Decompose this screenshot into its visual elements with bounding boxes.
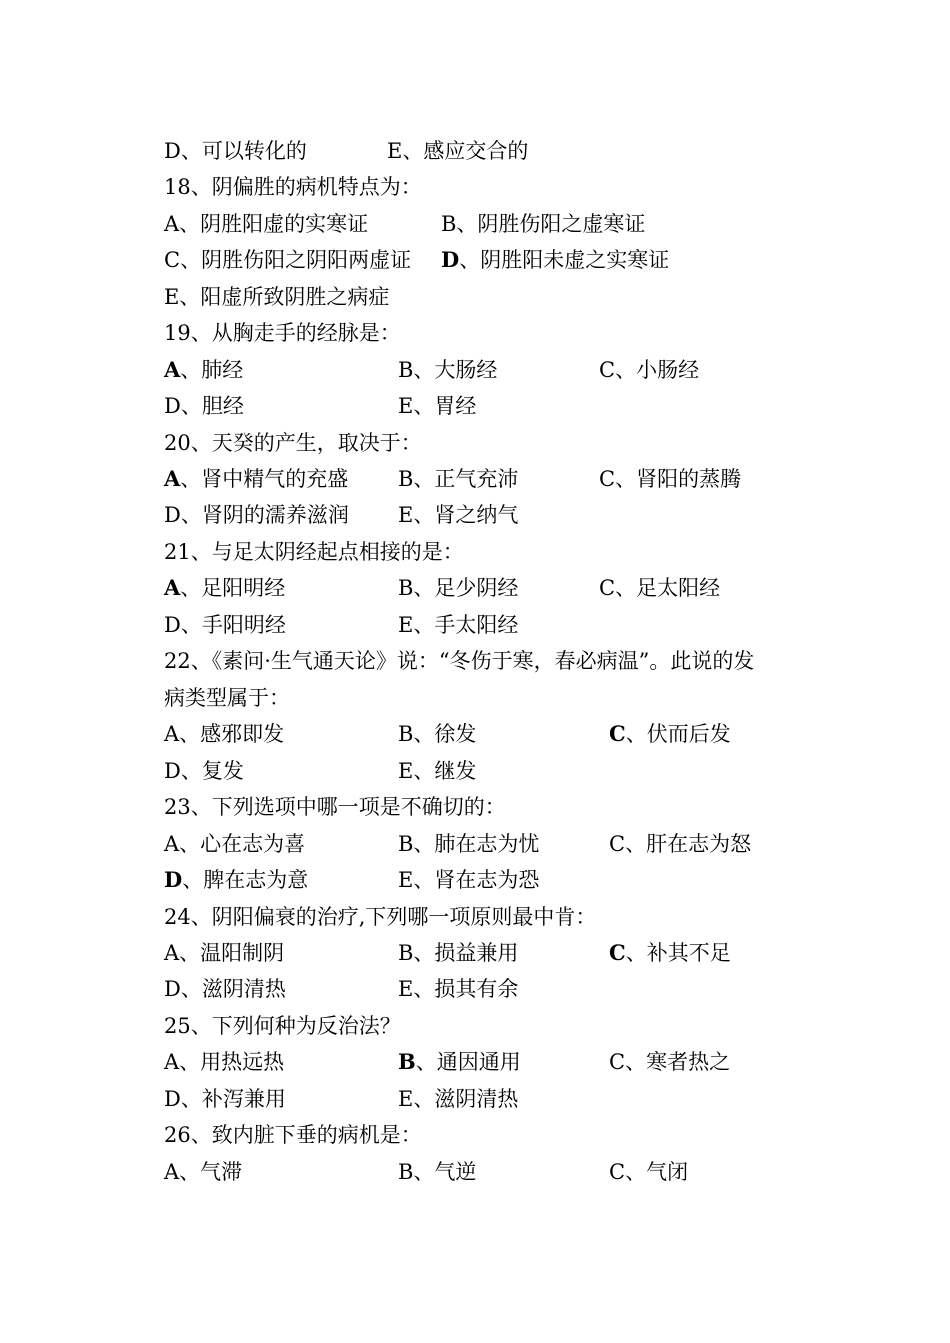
- line-19: [0, 792, 950, 822]
- option-e: E、滋阴清热: [398, 1087, 519, 1111]
- option-letter: A: [164, 466, 181, 491]
- question-19: 19、从胸走手的经脉是：: [164, 321, 401, 345]
- question-18: 18、阴偏胜的病机特点为：: [164, 175, 422, 199]
- option-d: D、复发: [164, 759, 244, 783]
- question-22: 22、《素问·生气通天论》说：“冬伤于寒，春必病温”。此说的发: [164, 649, 755, 673]
- option-c: C、寒者热之: [609, 1050, 731, 1074]
- line-28: [0, 1120, 950, 1150]
- line-27: [0, 1084, 950, 1114]
- option-b: B、大肠经: [398, 358, 498, 382]
- option-c: C、气闭: [609, 1160, 689, 1184]
- line-29: [0, 1157, 950, 1187]
- option-a: A、心在志为喜: [164, 832, 306, 856]
- line-4: [0, 245, 950, 275]
- line-12: [0, 537, 950, 567]
- option-e: E、手太阳经: [398, 613, 519, 637]
- option-a: A、感邪即发: [164, 722, 285, 746]
- line-10: [0, 464, 950, 494]
- line-9: [0, 428, 950, 458]
- option-a: A、温阳制阴: [164, 941, 285, 965]
- option-letter: B: [398, 1049, 416, 1074]
- option-b: [398, 1047, 521, 1077]
- option-b: B、徐发: [398, 722, 477, 746]
- option-c: [609, 719, 731, 749]
- option-b: B、阴胜伤阳之虚寒证: [441, 212, 646, 236]
- line-2: [0, 172, 950, 202]
- line-20: [0, 829, 950, 859]
- option-d: [441, 245, 669, 275]
- option-a: [164, 355, 243, 385]
- option-e: E、肾之纳气: [398, 503, 519, 527]
- line-14: [0, 610, 950, 640]
- question-25: 25、下列何种为反治法？: [164, 1014, 401, 1038]
- option-d: D、补泻兼用: [164, 1087, 286, 1111]
- line-13: [0, 573, 950, 603]
- line-24: [0, 974, 950, 1004]
- option-e: E、继发: [398, 759, 477, 783]
- option-e: E、肾在志为恐: [398, 868, 540, 892]
- line-7: [0, 355, 950, 385]
- option-a: [164, 573, 285, 603]
- option-text: 、脾在志为意: [182, 868, 309, 892]
- option-text: 、通因通用: [415, 1050, 521, 1074]
- line-26: [0, 1047, 950, 1077]
- option-text: 、肺经: [180, 358, 244, 382]
- line-6: [0, 318, 950, 348]
- option-c: C、肝在志为怒: [609, 832, 752, 856]
- option-d: D、滋阴清热: [164, 977, 286, 1001]
- question-24: 24、阴阳偏衰的治疗,下列哪一项原则最中肯：: [164, 905, 597, 929]
- question-21: 21、与足太阴经起点相接的是：: [164, 540, 464, 564]
- option-letter: D: [441, 247, 460, 272]
- option-d: [164, 865, 308, 895]
- option-letter: A: [164, 575, 181, 600]
- option-c: C、小肠经: [599, 358, 700, 382]
- option-letter: C: [609, 721, 626, 746]
- option-b: B、气逆: [398, 1160, 477, 1184]
- option-a: A、阴胜阳虚的实寒证: [164, 212, 369, 236]
- option-e: E、感应交合的: [387, 139, 529, 163]
- option-d: D、肾阴的濡养滋润: [164, 503, 349, 527]
- line-23: [0, 938, 950, 968]
- option-text: 、足阳明经: [180, 576, 286, 600]
- line-16: [0, 683, 950, 713]
- option-b: B、足少阴经: [398, 576, 519, 600]
- line-18: [0, 756, 950, 786]
- option-c: C、肾阳的蒸腾: [599, 467, 742, 491]
- line-11: [0, 500, 950, 530]
- question-23: 23、下列选项中哪一项是不确切的：: [164, 795, 506, 819]
- line-22: [0, 902, 950, 932]
- option-text: 、补其不足: [625, 941, 731, 965]
- question-20: 20、天癸的产生，取决于：: [164, 431, 422, 455]
- option-b: B、损益兼用: [398, 941, 519, 965]
- option-letter: A: [164, 357, 181, 382]
- option-d: D、可以转化的: [164, 139, 307, 163]
- option-letter: D: [164, 867, 183, 892]
- option-d: D、手阳明经: [164, 613, 286, 637]
- option-e: E、胃经: [398, 394, 477, 418]
- question-26: 26、致内脏下垂的病机是：: [164, 1123, 422, 1147]
- option-letter: C: [609, 940, 626, 965]
- option-e: E、阳虚所致阴胜之病症: [164, 285, 390, 309]
- line-25: [0, 1011, 950, 1041]
- option-a: [164, 464, 348, 494]
- question-22-continued: 病类型属于：: [164, 686, 290, 710]
- line-5: [0, 282, 950, 312]
- option-b: B、正气充沛: [398, 467, 519, 491]
- option-d: D、胆经: [164, 394, 244, 418]
- line-21: [0, 865, 950, 895]
- option-a: A、气滞: [164, 1160, 243, 1184]
- line-8: [0, 391, 950, 421]
- line-17: [0, 719, 950, 749]
- option-a: A、用热远热: [164, 1050, 285, 1074]
- line-1: [0, 136, 950, 166]
- option-text: 、肾中精气的充盛: [180, 467, 349, 491]
- option-text: 、阴胜阳未虚之实寒证: [459, 248, 670, 272]
- option-c: [609, 938, 731, 968]
- option-b: B、肺在志为忧: [398, 832, 540, 856]
- line-15: [0, 646, 950, 676]
- line-3: [0, 209, 950, 239]
- option-e: E、损其有余: [398, 977, 519, 1001]
- option-c: C、阴胜伤阳之阴阳两虚证: [164, 248, 412, 272]
- option-c: C、足太阳经: [599, 576, 721, 600]
- option-text: 、伏而后发: [625, 722, 731, 746]
